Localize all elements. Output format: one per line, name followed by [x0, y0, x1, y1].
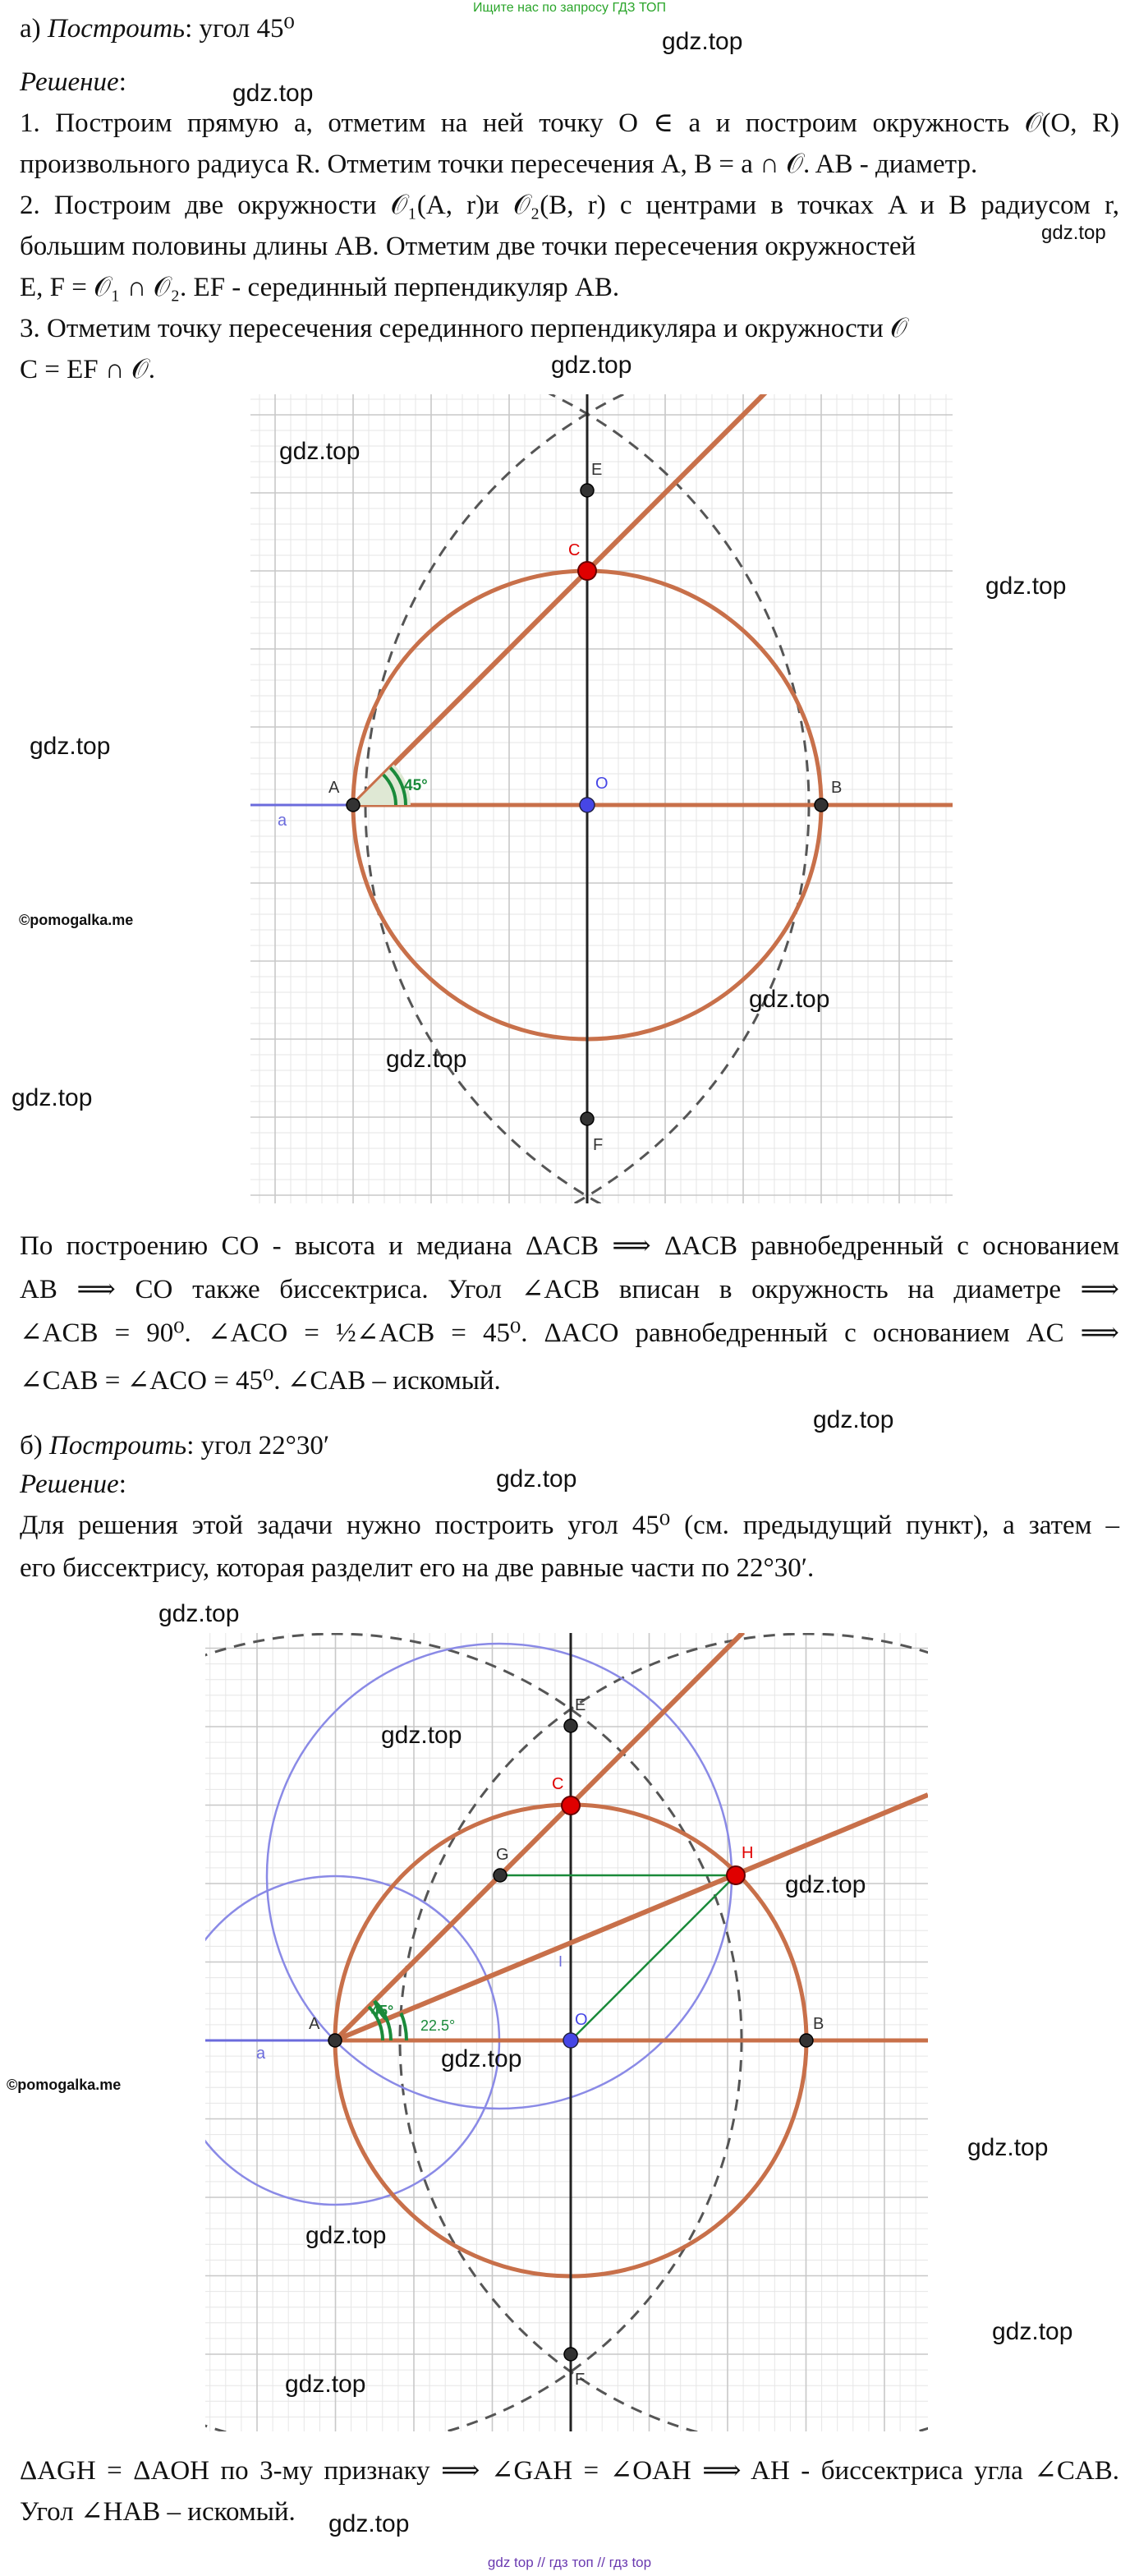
- label-h: H: [742, 1844, 754, 1862]
- top-banner[interactable]: Ищите нас по запросу ГДЗ ТОП: [473, 1, 666, 15]
- circle-o1-dashed: [246, 393, 809, 1206]
- label-angle-45: 45°: [404, 777, 428, 794]
- part-a-title: а) Построить: угол 45⁰: [20, 14, 295, 44]
- part-a-conclusion-1: По построению CO - высота и медиана ΔACB ⟹ ΔACB равнобедренный с основанием: [20, 1231, 1119, 1261]
- part-b-solution-label: Решение:: [20, 1470, 126, 1499]
- part-a-line-6: 3. Отметим точку пересечения серединного перпендикуляра и окружности 𝒪: [20, 314, 907, 343]
- point-g: [494, 1869, 507, 1882]
- circle-o2-dashed: [365, 393, 961, 1206]
- part-a-conclusion-2: AB ⟹ CO также биссектриса. Угол ∠ACB вписан в окружность на диаметре ⟹: [20, 1275, 1119, 1304]
- figure-b-construction: [204, 1631, 930, 2436]
- point-b: [815, 798, 828, 812]
- label-e-b: E: [575, 1696, 586, 1714]
- label-line-a: a: [278, 812, 287, 830]
- label-f-b: F: [575, 2371, 586, 2389]
- part-a-line-5: E, F = 𝒪₁ ∩ 𝒪₂. EF - серединный перпендикуляр AB.: [20, 273, 620, 302]
- part-a-line-3: 2. Построим две окружности 𝒪₁(A, r)и 𝒪₂(B, r) с центрами в точках A и B радиусом r,: [20, 191, 1119, 220]
- watermark: gdz.top: [551, 352, 632, 379]
- label-a-b: A: [309, 2015, 320, 2033]
- watermark: gdz.top: [785, 1871, 866, 1898]
- label-f: F: [593, 1136, 604, 1154]
- watermark: gdz.top: [441, 2045, 522, 2072]
- point-o: [580, 798, 595, 812]
- label-angle-45-b: 45°: [371, 2003, 394, 2019]
- part-a-conclusion-3: ∠ACB = 90⁰. ∠ACO = ½∠ACB = 45⁰. ΔACO равнобедренный с основанием AC ⟹: [20, 1318, 1119, 1348]
- circle-o1-dashed-b: [204, 1634, 742, 2436]
- watermark: gdz.top: [386, 1046, 467, 1073]
- point-f-b: [564, 2348, 577, 2361]
- figure-a-construction: [246, 393, 961, 1206]
- watermark: gdz.top: [749, 986, 830, 1013]
- segment-oh: [571, 1875, 736, 2040]
- point-h: [727, 1866, 745, 1884]
- point-b-b: [800, 2034, 813, 2047]
- label-o: O: [595, 775, 609, 793]
- watermark: gdz.top: [305, 2222, 387, 2249]
- watermark: gdz.top: [328, 2510, 410, 2537]
- copyright-watermark: ©pomogalka.me: [7, 2077, 122, 2093]
- label-line-a-b: a: [256, 2045, 266, 2063]
- watermark: gdz.top: [279, 438, 361, 465]
- bottom-banner[interactable]: gdz top // гдз топ // гдз top: [487, 2555, 652, 2570]
- label-i: I: [558, 1953, 563, 1970]
- ray-ah-bisector: [335, 1795, 928, 2040]
- watermark: gdz.top: [30, 733, 111, 760]
- label-b: B: [831, 779, 843, 797]
- part-a-line-2: произвольного радиуса R. Отметим точки пересечения A, B = a ∩ 𝒪. AB - диаметр.: [20, 150, 978, 179]
- point-a-b: [328, 2034, 342, 2047]
- copyright-watermark: ©pomogalka.me: [19, 912, 134, 928]
- label-o-b: O: [575, 2011, 588, 2029]
- watermark: gdz.top: [285, 2371, 366, 2398]
- part-b-line-2: его биссектрису, которая разделит его на две равные части по 22°30′.: [20, 1553, 815, 1583]
- watermark: gdz.top: [158, 1600, 240, 1627]
- part-a-line-4: большим половины длины AB. Отметим две точки пересечения окружностей: [20, 232, 916, 261]
- label-c-b: C: [552, 1775, 564, 1793]
- part-b-conclusion-2: Угол ∠HAB – искомый.: [20, 2497, 296, 2527]
- point-c: [578, 562, 596, 580]
- watermark: gdz.top: [662, 28, 743, 55]
- point-f: [581, 1112, 594, 1125]
- part-a-line-1: 1. Построим прямую a, отметим на ней точку O ∈ a и построим окружность 𝒪(O, R): [20, 108, 1119, 138]
- watermark: gdz.top: [232, 80, 314, 107]
- point-a: [347, 798, 360, 812]
- part-b-title: б) Построить: угол 22°30′: [20, 1431, 330, 1460]
- part-a-solution-label: Решение:: [20, 67, 126, 97]
- point-c-b: [562, 1796, 580, 1815]
- label-e: E: [591, 461, 603, 479]
- point-o-b: [563, 2033, 578, 2048]
- label-a: A: [328, 779, 340, 797]
- watermark: gdz.top: [381, 1722, 462, 1749]
- part-b-line-1: Для решения этой задачи нужно построить угол 45⁰ (см. предыдущий пункт), а затем –: [20, 1511, 1119, 1540]
- label-angle-22: 22.5°: [420, 2017, 456, 2034]
- point-e-b: [564, 1719, 577, 1732]
- watermark: gdz.top: [1041, 222, 1106, 244]
- watermark: gdz.top: [11, 1084, 93, 1111]
- label-g: G: [496, 1846, 509, 1864]
- part-a-line-7: C = EF ∩ 𝒪.: [20, 355, 156, 384]
- watermark: gdz.top: [985, 573, 1067, 600]
- point-e: [581, 484, 594, 497]
- label-b-b: B: [813, 2015, 824, 2033]
- part-b-conclusion-1: ΔAGH = ΔAOH по 3-му признаку ⟹ ∠GAH = ∠OAH ⟹ AH - биссектриса угла ∠CAB.: [20, 2456, 1119, 2486]
- watermark: gdz.top: [496, 1465, 577, 1493]
- watermark: gdz.top: [813, 1406, 894, 1433]
- label-c: C: [568, 541, 581, 559]
- watermark: gdz.top: [992, 2318, 1073, 2345]
- part-a-conclusion-4: ∠CAB = ∠ACO = 45⁰. ∠CAB – искомый.: [20, 1366, 501, 1396]
- watermark: gdz.top: [967, 2134, 1049, 2161]
